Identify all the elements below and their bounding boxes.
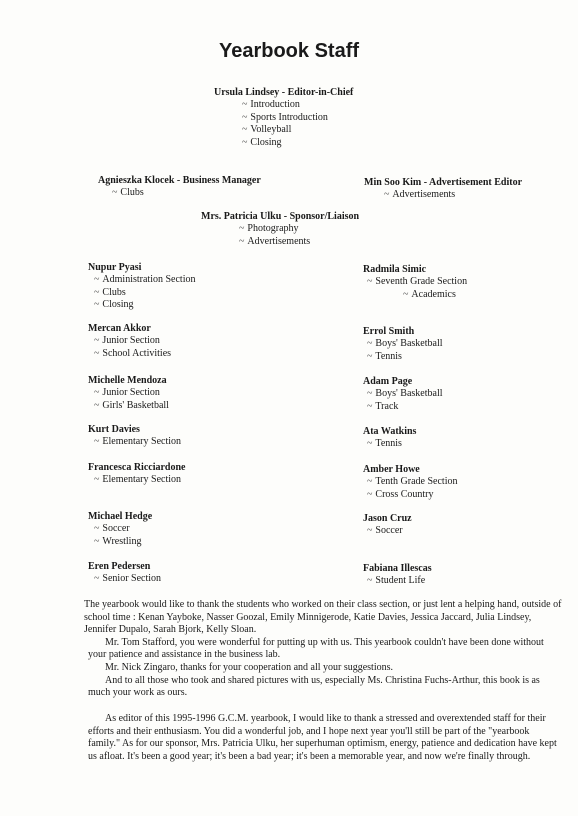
tilde-bullet: ~ bbox=[242, 99, 248, 111]
section-item bbox=[201, 236, 359, 248]
section-item-label: Academics bbox=[411, 288, 456, 300]
staff-member bbox=[363, 264, 467, 301]
staff-name: Agnieszka Klocek - Business Manager bbox=[98, 175, 261, 186]
section-item-label: Tennis bbox=[375, 350, 402, 362]
staff-name: Mrs. Patricia Ulku - Sponsor/Liaison bbox=[201, 211, 360, 222]
staff-name: Eren Pedersen bbox=[88, 561, 151, 572]
tilde-bullet: ~ bbox=[367, 388, 373, 400]
section-item-label: Seventh Grade Section bbox=[375, 276, 468, 288]
staff-name: Jason Cruz bbox=[363, 513, 412, 524]
section-item bbox=[214, 137, 353, 149]
staff-member bbox=[363, 326, 443, 363]
tilde-bullet: ~ bbox=[367, 438, 373, 450]
staff-name: Kurt Davies bbox=[88, 424, 140, 435]
tilde-bullet: ~ bbox=[367, 400, 373, 412]
tilde-bullet: ~ bbox=[367, 476, 373, 488]
tilde-bullet: ~ bbox=[94, 299, 100, 311]
staff-member bbox=[363, 376, 443, 413]
tilde-bullet: ~ bbox=[367, 338, 373, 350]
section-item-label: Junior Section bbox=[102, 387, 160, 399]
tilde-bullet: ~ bbox=[94, 573, 100, 585]
tilde-bullet: ~ bbox=[94, 523, 100, 535]
section-item-label: Clubs bbox=[102, 286, 126, 298]
section-item bbox=[88, 274, 195, 286]
section-item-label: Soccer bbox=[102, 523, 130, 535]
staff-name: Radmila Simic bbox=[363, 264, 427, 275]
section-item bbox=[363, 476, 457, 488]
tilde-bullet: ~ bbox=[94, 535, 100, 547]
section-item bbox=[363, 338, 443, 350]
section-item bbox=[214, 99, 353, 111]
sponsor-block bbox=[201, 211, 359, 248]
section-item bbox=[363, 388, 443, 400]
staff-member bbox=[88, 511, 152, 548]
section-item bbox=[88, 387, 169, 399]
section-item bbox=[363, 575, 432, 587]
tilde-bullet: ~ bbox=[367, 350, 373, 362]
staff-name: Fabiana Illescas bbox=[363, 563, 432, 574]
tilde-bullet: ~ bbox=[242, 136, 248, 148]
staff-name: Francesca Ricciardone bbox=[88, 462, 186, 473]
staff-member bbox=[363, 563, 432, 588]
section-item bbox=[363, 289, 467, 301]
staff-member bbox=[363, 513, 412, 538]
tilde-bullet: ~ bbox=[239, 223, 245, 235]
section-item bbox=[214, 112, 353, 124]
section-item-label: Administration Section bbox=[102, 274, 196, 286]
editor-block bbox=[214, 87, 353, 149]
advertisement-editor-block bbox=[364, 177, 522, 202]
tilde-bullet: ~ bbox=[242, 111, 248, 123]
thanks-paragraph: And to all those who took and shared pictures with us, especially Ms. Christina Fuchs-Arthur, this book is as much your work as ours. bbox=[88, 674, 540, 699]
staff-name: Ursula Lindsey - Editor-in-Chief bbox=[214, 87, 354, 98]
editor-note-paragraph: As editor of this 1995-1996 G.C.M. yearbook, I would like to thank a stressed and overextended staff for their efforts and their enthusiasm. You did a wonderful job, and I hope next year you'll still be part of the "yearbook family." As for our sponsor, Mrs. Patricia Ulku, her superhuman optimism, energy, patience and dedication have kept us afloat. It's been a good year; it's been a bad year; it's been a memorable year, and now we're finally through. bbox=[88, 713, 557, 762]
section-item bbox=[364, 189, 522, 201]
section-item-label: Girls' Basketball bbox=[102, 399, 169, 411]
staff-name: Adam Page bbox=[363, 376, 413, 387]
tilde-bullet: ~ bbox=[239, 235, 245, 247]
staff-member bbox=[88, 323, 171, 360]
thanks-section bbox=[84, 599, 563, 700]
section-item bbox=[88, 335, 171, 347]
tilde-bullet: ~ bbox=[367, 525, 373, 537]
section-item-label: Senior Section bbox=[102, 573, 162, 585]
tilde-bullet: ~ bbox=[242, 124, 248, 136]
tilde-bullet: ~ bbox=[94, 335, 100, 347]
staff-member bbox=[88, 262, 195, 312]
section-item bbox=[363, 401, 443, 413]
staff-member bbox=[88, 462, 185, 487]
tilde-bullet: ~ bbox=[112, 187, 118, 199]
section-item-label: Student Life bbox=[375, 575, 426, 587]
staff-member bbox=[88, 375, 169, 412]
section-item-label: Advertisements bbox=[247, 235, 311, 247]
section-item bbox=[88, 436, 181, 448]
section-item bbox=[88, 474, 185, 486]
section-item-label: Photography bbox=[247, 223, 299, 235]
section-item-label: Track bbox=[375, 400, 399, 412]
section-item bbox=[88, 287, 195, 299]
section-item bbox=[363, 489, 457, 501]
section-item bbox=[88, 523, 152, 535]
thanks-paragraph: The yearbook would like to thank the students who worked on their class section, or just lent a helping hand, outside of school time : Kenan Yayboke, Nasser Goozal, Emily Minnigerode, Katie Davies, Jessica Jaccard, Julia Lindsey, Jennifer Dupalo, Sarah Bjork, Kelly Sloan. bbox=[84, 599, 562, 636]
section-item bbox=[88, 573, 161, 585]
staff-name: Mercan Akkor bbox=[88, 323, 151, 334]
section-item-label: Tennis bbox=[375, 438, 402, 450]
business-manager-block bbox=[98, 175, 261, 200]
tilde-bullet: ~ bbox=[94, 347, 100, 359]
section-item-label: Volleyball bbox=[250, 124, 292, 136]
staff-name: Michelle Mendoza bbox=[88, 375, 167, 386]
section-item bbox=[88, 400, 169, 412]
staff-name: Errol Smith bbox=[363, 326, 415, 337]
section-item-label: Advertisements bbox=[392, 189, 456, 201]
page-title: Yearbook Staff bbox=[218, 40, 360, 62]
thanks-paragraph: Mr. Nick Zingaro, thanks for your cooperation and all your suggestions. bbox=[105, 661, 393, 673]
section-item-label: Introduction bbox=[250, 99, 300, 111]
tilde-bullet: ~ bbox=[94, 436, 100, 448]
section-item-label: Cross Country bbox=[375, 488, 434, 500]
staff-member bbox=[88, 561, 161, 586]
staff-name: Nupur Pyasi bbox=[88, 262, 142, 273]
section-item-label: Soccer bbox=[375, 525, 403, 537]
tilde-bullet: ~ bbox=[367, 276, 373, 288]
section-item bbox=[214, 124, 353, 136]
section-item-label: School Activities bbox=[102, 347, 172, 359]
section-item bbox=[363, 351, 443, 363]
tilde-bullet: ~ bbox=[94, 474, 100, 486]
section-item bbox=[98, 187, 261, 199]
staff-name: Ata Watkins bbox=[363, 426, 417, 437]
section-item-label: Boys' Basketball bbox=[375, 388, 443, 400]
section-item bbox=[88, 536, 152, 548]
section-item bbox=[88, 299, 195, 311]
tilde-bullet: ~ bbox=[384, 189, 390, 201]
section-item-label: Clubs bbox=[120, 187, 144, 199]
section-item-label: Closing bbox=[102, 299, 134, 311]
section-item-label: Wrestling bbox=[102, 535, 142, 547]
section-item bbox=[363, 438, 416, 450]
tilde-bullet: ~ bbox=[94, 387, 100, 399]
staff-name: Michael Hedge bbox=[88, 511, 153, 522]
tilde-bullet: ~ bbox=[367, 575, 373, 587]
section-item bbox=[201, 223, 359, 235]
section-item-label: Elementary Section bbox=[102, 436, 182, 448]
section-item-label: Elementary Section bbox=[102, 474, 182, 486]
staff-member bbox=[88, 424, 181, 449]
editor-note bbox=[88, 713, 563, 763]
staff-name: Amber Howe bbox=[363, 464, 420, 475]
staff-member bbox=[363, 464, 457, 501]
section-item bbox=[88, 348, 171, 360]
tilde-bullet: ~ bbox=[94, 399, 100, 411]
staff-member bbox=[363, 426, 416, 451]
section-item-label: Closing bbox=[250, 136, 282, 148]
tilde-bullet: ~ bbox=[367, 488, 373, 500]
tilde-bullet: ~ bbox=[94, 274, 100, 286]
section-item bbox=[363, 525, 412, 537]
staff-name: Min Soo Kim - Advertisement Editor bbox=[364, 177, 523, 188]
tilde-bullet: ~ bbox=[94, 286, 100, 298]
section-item-label: Sports Introduction bbox=[250, 111, 328, 123]
section-item-label: Junior Section bbox=[102, 335, 160, 347]
thanks-paragraph: Mr. Tom Stafford, you were wonderful for putting up with us. This yearbook couldn't have been done without your patience and assistance in the business lab. bbox=[88, 636, 544, 661]
section-item bbox=[363, 276, 467, 288]
tilde-bullet: ~ bbox=[403, 288, 409, 300]
section-item-label: Boys' Basketball bbox=[375, 338, 443, 350]
section-item-label: Tenth Grade Section bbox=[375, 476, 458, 488]
